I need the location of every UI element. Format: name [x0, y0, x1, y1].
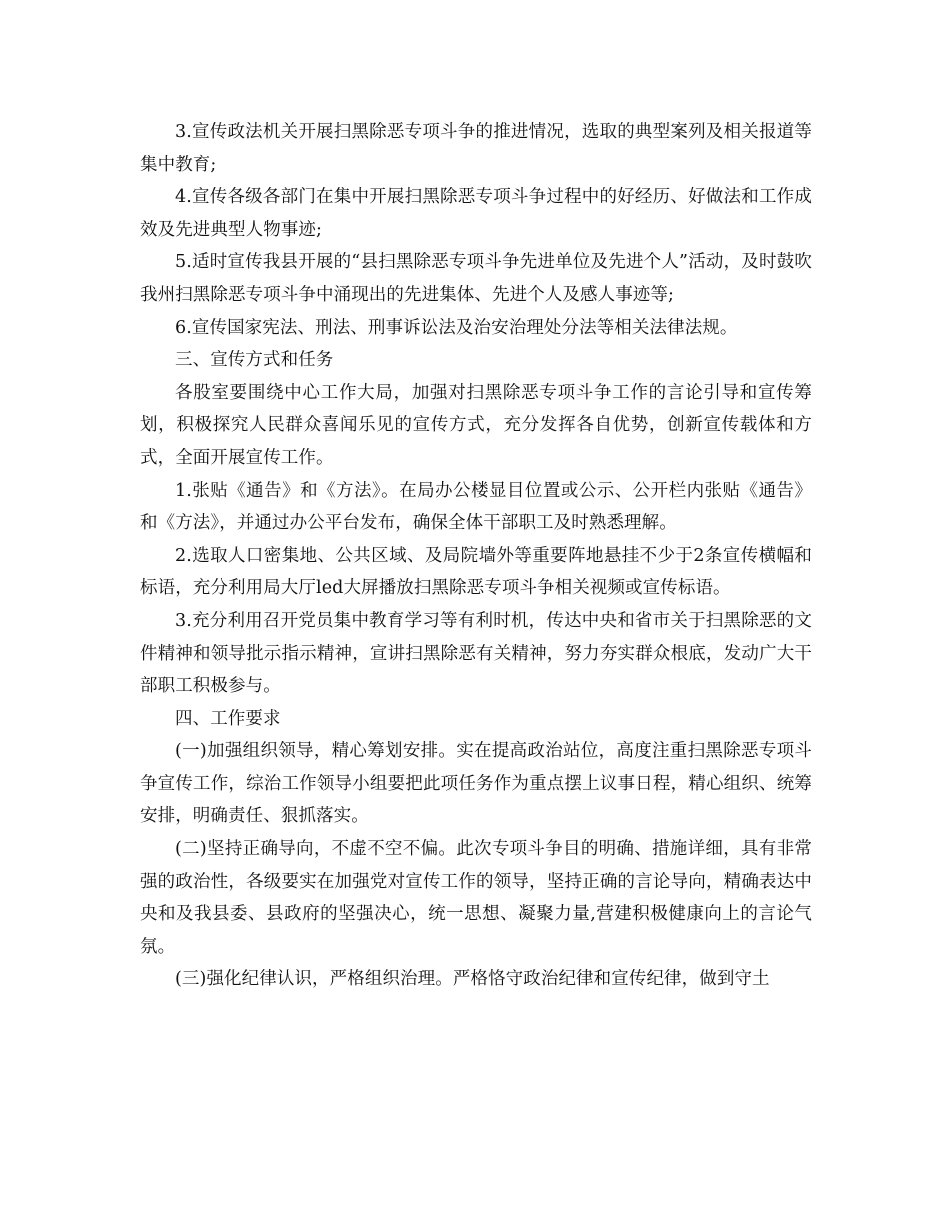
- paragraph-item-5-advanced-units: 5.适时宣传我县开展的“县扫黑除恶专项斗争先进单位及先进个人”活动，及时鼓吹我州扫黑除恶专项斗争中涌现出的先进集体、先进个人及感人事迹等;: [140, 252, 812, 305]
- section-heading-3: 三、宣传方式和任务: [175, 350, 334, 371]
- paragraph-requirement-2: (二)坚持正确导向，不虚不空不偏。此次专项斗争目的明确、措施详细，具有非常强的政治性，各级要实在加强党对宣传工作的领导，坚持正确的言论导向，精确表达中央和及我县委、县政府的坚强决心，统一思想、凝聚力量,营建积极健康向上的言论气氛。: [140, 839, 812, 957]
- paragraph-item-1-posting: 1.张贴《通告》和《方法》。在局办公楼显目位置或公示、公开栏内张贴《通告》和《方法》，并通过办公平台发布，确保全体干部职工及时熟悉理解。: [140, 480, 812, 534]
- paragraph-item-4-good-experience: 4.宣传各级各部门在集中开展扫黑除恶专项斗争过程中的好经历、好做法和工作成效及先进典型人物事迹;: [140, 187, 812, 240]
- paragraph-item-6-laws: 6.宣传国家宪法、刑法、刑事诉讼法及治安治理处分法等相关法律法规。: [175, 317, 738, 338]
- paragraph-item-3-propaganda-progress: 3.宣传政法机关开展扫黑除恶专项斗争的推进情况，选取的典型案列及相关报道等集中教育;: [140, 122, 812, 175]
- paragraph-item-3-meetings: 3.充分利用召开党员集中教育学习等有利时机，传达中央和省市关于扫黑除恶的文件精神和领导批示指示精神，宣讲扫黑除恶有关精神，努力夯实群众根底，发动广大干部职工积极参与。: [140, 610, 812, 697]
- paragraph-section-3-intro: 各股室要围绕中心工作大局，加强对扫黑除恶专项斗争工作的言论引导和宣传筹划，积极探究人民群众喜闻乐见的宣传方式，充分发挥各自优势，创新宣传载体和方式，全面开展宣传工作。: [140, 382, 812, 468]
- section-heading-4: 四、工作要求: [175, 708, 281, 729]
- paragraph-item-2-banners: 2.选取人口密集地、公共区域、及局院墙外等重要阵地悬挂不少于2条宣传横幅和标语，充分利用局大厅led大屏播放扫黑除恶专项斗争相关视频或宣传标语。: [140, 545, 812, 599]
- paragraph-requirement-3: (三)强化纪律认识，严格组织治理。严格恪守政治纪律和宣传纪律，做到守土: [175, 969, 770, 990]
- paragraph-requirement-1: (一)加强组织领导，精心筹划安排。实在提高政治站位，高度注重扫黑除恶专项斗争宣传工作，综治工作领导小组要把此项任务作为重点摆上议事日程，精心组织、统筹安排，明确责任、狠抓落实。: [140, 741, 812, 827]
- document-page: [140, 116, 812, 996]
